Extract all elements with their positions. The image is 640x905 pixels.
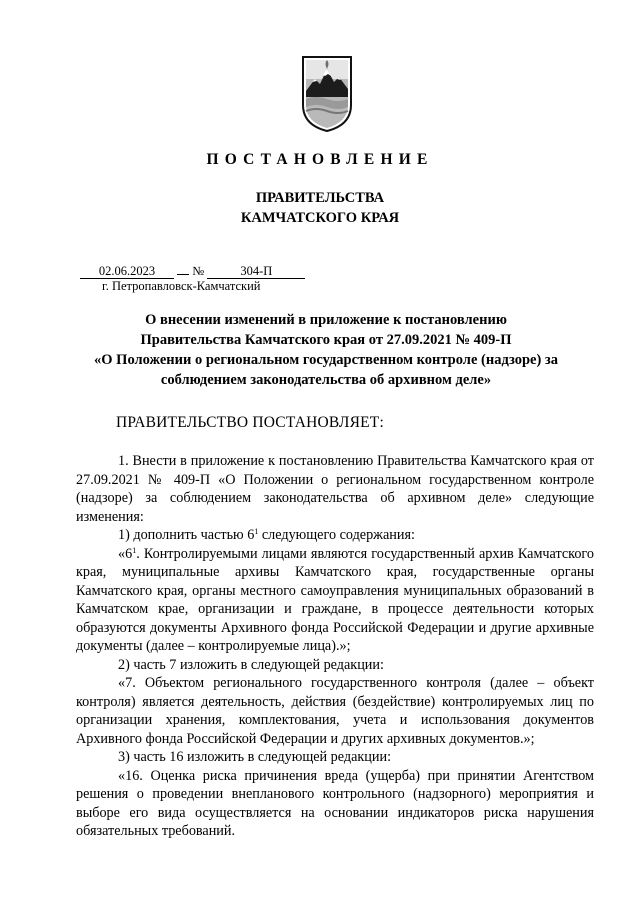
- number-gap: [177, 260, 189, 275]
- paragraph-4: 2) часть 7 изложить в следующей редакции:: [118, 656, 384, 673]
- document-date: 02.06.2023: [80, 264, 174, 279]
- kamchatka-coat-of-arms-icon: [301, 55, 353, 133]
- document-meta: [80, 260, 305, 294]
- paragraph-text: . Контролируемыми лицами являются государственный архив Камчатского края, муниципальные архивы Камчатского края, государственные органы Камчатского края, органы местного самоуправления муниципальных образований в Камчатском крае, организации и граждане, в процессе деятельности которых образуются документы Архивного фонда Российской Федерации и другие архивные документы (далее – контролируемые лица).»;: [76, 545, 594, 654]
- date-number-line: [80, 260, 305, 279]
- number-sign: №: [192, 264, 205, 278]
- paragraph-2: [76, 526, 594, 545]
- document-number: 304-П: [207, 264, 305, 279]
- paragraph-5: «7. Объектом регионального государственного контроля (далее – объект контроля) является деятельность, действия (бездействие) контролируемых лиц по организации хранения, комплектования, учета и использования документов Архивного фонда Российской Федерации и других архивных документов.»;: [76, 675, 594, 747]
- document-type-heading: ПОСТАНОВЛЕНИЕ: [206, 151, 434, 168]
- title-line: Правительства Камчатского края от 27.09.2021 № 409-П: [140, 332, 512, 348]
- superscript: 1: [254, 527, 259, 536]
- document-title: [70, 310, 582, 390]
- paragraph-6: 3) часть 16 изложить в следующей редакции:: [118, 749, 392, 765]
- title-line: соблюдением законодательства об архивном деле»: [160, 372, 492, 388]
- issue-city: г. Петропавловск-Камчатский: [102, 279, 261, 293]
- paragraph-7: «16. Оценка риска причинения вреда (ущерба) при принятии Агентством решения о проведении внепланового контрольного (надзорного) мероприятия и выборе его вида осуществляется на основании индикаторов риска нарушения обязательных требований.: [76, 767, 594, 839]
- issuing-authority: [0, 188, 640, 228]
- paragraph-text: следующего содержания:: [258, 527, 415, 543]
- title-line: «О Положении о региональном государственном контроле (надзоре) за: [94, 352, 558, 368]
- document-body: [76, 452, 594, 841]
- paragraph-text: «6: [118, 545, 133, 562]
- paragraph-1: 1. Внести в приложение к постановлению Правительства Камчатского края от 27.09.2021 № 409-П «О Положении о региональном государственном контроле (надзоре) за соблюдением законодательства об архивном деле» следующие изменения:: [76, 453, 594, 525]
- authority-line: ПРАВИТЕЛЬСТВА: [255, 190, 385, 206]
- decree-statement: ПРАВИТЕЛЬСТВО ПОСТАНОВЛЯЕТ:: [116, 414, 384, 431]
- paragraph-text: 1) дополнить частью 6: [118, 527, 255, 543]
- paragraph-3: [76, 545, 594, 656]
- title-line: О внесении изменений в приложение к постановлению: [145, 312, 507, 328]
- authority-line: КАМЧАТСКОГО КРАЯ: [240, 210, 400, 226]
- superscript: 1: [132, 545, 137, 555]
